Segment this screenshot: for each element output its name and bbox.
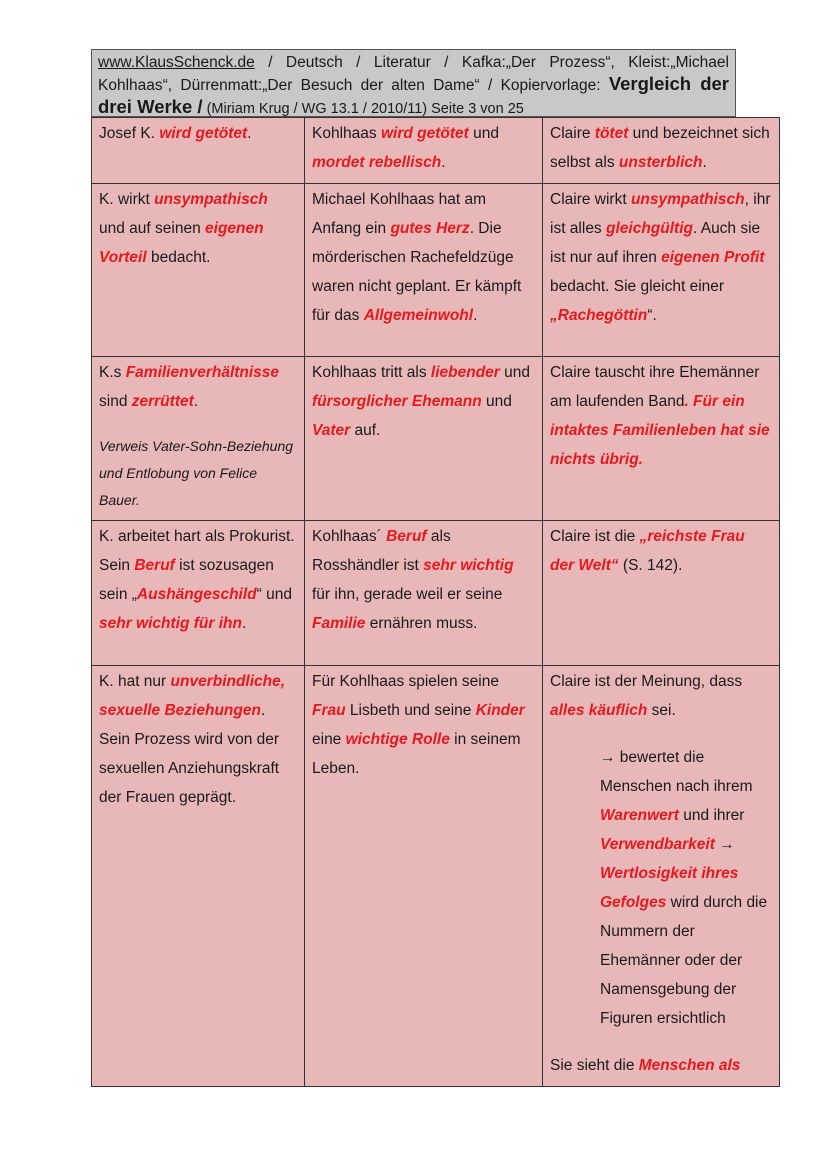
cell-col-1 — [92, 666, 305, 1087]
highlighted-text: Warenwert — [600, 807, 679, 824]
text-segment: Claire wirkt — [550, 191, 631, 208]
text-segment: und bezeichnet sich selbst als — [550, 125, 770, 171]
highlighted-text: „Rachegöttin — [550, 307, 648, 324]
cell-text — [550, 522, 772, 580]
indented-arrow-list — [550, 743, 772, 1033]
highlighted-text: eigenen Vorteil — [99, 220, 264, 266]
cell-text — [99, 185, 297, 272]
text-segment: Kohlhaas tritt als — [312, 364, 431, 381]
cell-text — [312, 185, 535, 330]
text-segment: eine — [312, 731, 346, 748]
text-segment: K.s — [99, 364, 126, 381]
highlighted-text: gutes Herz — [390, 220, 470, 237]
table-row — [92, 184, 780, 357]
highlighted-text: Beruf — [386, 528, 427, 545]
text-segment: → — [719, 836, 735, 853]
cell-text — [312, 119, 535, 177]
text-segment: . — [441, 154, 446, 171]
table-row — [92, 666, 780, 1087]
text-segment: für ihn, gerade weil er seine — [312, 586, 503, 603]
highlighted-text: Beruf — [134, 557, 175, 574]
text-segment: und ihrer — [678, 807, 745, 824]
highlighted-text: wird getötet — [380, 125, 469, 142]
cell-col-1 — [92, 118, 305, 184]
header-path: / Deutsch / Literatur / Kafka:„Der Prozess“, Kleist:„Michael Kohlhaas“, Dürrenmatt:„Der Besuch der alten Dame“ / Kopiervorlage: — [98, 54, 729, 94]
highlighted-text: zerrüttet — [131, 393, 194, 410]
highlighted-text: Aushängeschild — [136, 586, 257, 603]
text-segment: . — [193, 393, 199, 410]
cell-col-2 — [305, 666, 543, 1087]
highlighted-text: Menschen als — [638, 1057, 741, 1074]
highlighted-text: Familie — [312, 615, 366, 632]
text-segment: und — [499, 364, 530, 381]
text-segment: und — [468, 125, 499, 142]
highlighted-text: „reichste Frau der Welt“ — [550, 528, 745, 574]
cell-col-3 — [543, 184, 780, 357]
text-segment: Lisbeth und seine — [345, 702, 476, 719]
table-row — [92, 521, 780, 666]
highlighted-text: mordet rebellisch — [312, 154, 442, 171]
cell-text — [99, 119, 297, 148]
text-segment: (S. 142). — [618, 557, 683, 574]
header-meta: (Miriam Krug / WG 13.1 / 2010/11) Seite 3 von 25 — [202, 101, 524, 117]
cell-col-1 — [92, 357, 305, 521]
highlighted-text: alles käuflich — [550, 702, 648, 719]
highlighted-text: sehr wichtig für ihn — [99, 615, 242, 632]
text-segment: wird durch die Nummern der Ehemänner oder der Namensgebung der Figuren ersichtlich — [600, 894, 768, 1027]
text-segment: K. wirkt — [99, 191, 155, 208]
text-segment: und auf seinen — [99, 220, 206, 237]
text-segment: , ihr ist alles — [550, 191, 771, 237]
text-segment: . — [702, 154, 707, 171]
cell-text-continued — [550, 1051, 772, 1080]
highlighted-text: unsympathisch — [154, 191, 268, 208]
highlighted-text: eigenen Profit — [661, 249, 765, 266]
text-segment: . Sein Prozess wird von der sexuellen Anziehungskraft der Frauen geprägt. — [99, 702, 280, 806]
text-segment: ernähren muss. — [365, 615, 478, 632]
cell-text — [550, 185, 772, 330]
text-segment: sei. — [647, 702, 676, 719]
cell-col-1 — [92, 521, 305, 666]
cell-col-2 — [305, 184, 543, 357]
cell-col-3 — [543, 666, 780, 1087]
text-segment: bedacht. — [146, 249, 211, 266]
cell-text — [99, 522, 297, 638]
highlighted-text: Wertlosigkeit ihres Gefolges — [600, 865, 739, 911]
text-segment: . Auch sie ist nur auf ihren — [550, 220, 761, 266]
highlighted-text: Allgemeinwohl — [363, 307, 474, 324]
text-segment: Kohlhaas — [312, 125, 381, 142]
cell-text — [99, 358, 297, 416]
text-segment: als Rosshändler ist — [312, 528, 451, 574]
text-segment: Claire — [550, 125, 595, 142]
highlighted-text: Familienverhältnisse — [125, 364, 280, 381]
text-segment: in seinem Leben. — [312, 731, 521, 777]
highlighted-text: unsterblich — [618, 154, 703, 171]
text-segment: bedacht. Sie gleicht einer — [550, 278, 725, 295]
cell-col-2 — [305, 521, 543, 666]
comparison-table — [91, 117, 780, 1087]
text-segment: “ und — [256, 586, 292, 603]
text-segment: ist sozusagen sein „ — [99, 557, 274, 603]
cell-col-3 — [543, 118, 780, 184]
highlighted-text: Frau — [312, 702, 346, 719]
text-segment: Für Kohlhaas spielen seine — [312, 673, 499, 690]
cell-text — [550, 119, 772, 177]
text-segment: Josef K. — [99, 125, 160, 142]
text-segment: sind — [99, 393, 132, 410]
cell-col-3 — [543, 521, 780, 666]
text-segment: K. arbeitet hart als Prokurist. Sein — [99, 528, 295, 574]
text-segment: auf. — [350, 422, 381, 439]
highlighted-text: fürsorglicher Ehemann — [312, 393, 482, 410]
text-segment: → bewertet die Menschen nach ihrem — [600, 749, 753, 795]
text-segment: . Die mörderischen Rachefeldzüge waren nicht geplant. Er kämpft für das — [312, 220, 522, 324]
cell-text — [550, 358, 772, 474]
highlighted-text: tötet — [594, 125, 629, 142]
cell-text — [312, 358, 535, 445]
text-segment: . — [241, 615, 247, 632]
highlighted-text: Kinder — [475, 702, 525, 719]
text-segment: Claire ist der Meinung, dass — [550, 673, 743, 690]
cell-col-2 — [305, 118, 543, 184]
highlighted-text: wird getötet — [159, 125, 248, 142]
cell-text — [312, 667, 535, 783]
highlighted-text: liebender — [430, 364, 500, 381]
table-row — [92, 357, 780, 521]
highlighted-text: Verwendbarkeit — [600, 836, 715, 853]
text-segment: Sie sieht die — [550, 1057, 639, 1074]
text-segment: und — [481, 393, 512, 410]
highlighted-text: . Für ein intaktes Familienleben hat sie nichts übrig. — [550, 393, 770, 468]
cell-text — [550, 667, 772, 725]
text-segment: . — [473, 307, 478, 324]
cell-text — [312, 522, 535, 638]
text-segment: Michael Kohlhaas hat am Anfang ein — [312, 191, 487, 237]
highlighted-text: sehr wichtig — [423, 557, 514, 574]
text-segment: “. — [647, 307, 657, 324]
highlighted-text: unsympathisch — [630, 191, 745, 208]
page-header — [91, 49, 736, 117]
cell-col-3 — [543, 357, 780, 521]
text-segment: Claire tauscht ihre Ehemänner am laufenden Band — [550, 364, 760, 410]
table-row — [92, 118, 780, 184]
text-segment: Claire ist die — [550, 528, 640, 545]
page-title: Vergleich der drei Werke / — [98, 73, 729, 117]
cell-col-2 — [305, 357, 543, 521]
text-segment: K. hat nur — [99, 673, 171, 690]
highlighted-text: unverbindliche, sexuelle Beziehungen — [99, 673, 286, 719]
highlighted-text: Vater — [312, 422, 351, 439]
website-link[interactable]: www.KlausSchenck.de — [98, 54, 255, 71]
text-segment: Kohlhaas´ — [312, 528, 387, 545]
cell-text — [99, 667, 297, 812]
cell-note: Verweis Vater-Sohn-Beziehung und Entlobung von Felice Bauer. — [99, 438, 294, 508]
highlighted-text: wichtige Rolle — [345, 731, 450, 748]
cell-col-1 — [92, 184, 305, 357]
text-segment: . — [247, 125, 252, 142]
highlighted-text: gleichgültig — [606, 220, 693, 237]
